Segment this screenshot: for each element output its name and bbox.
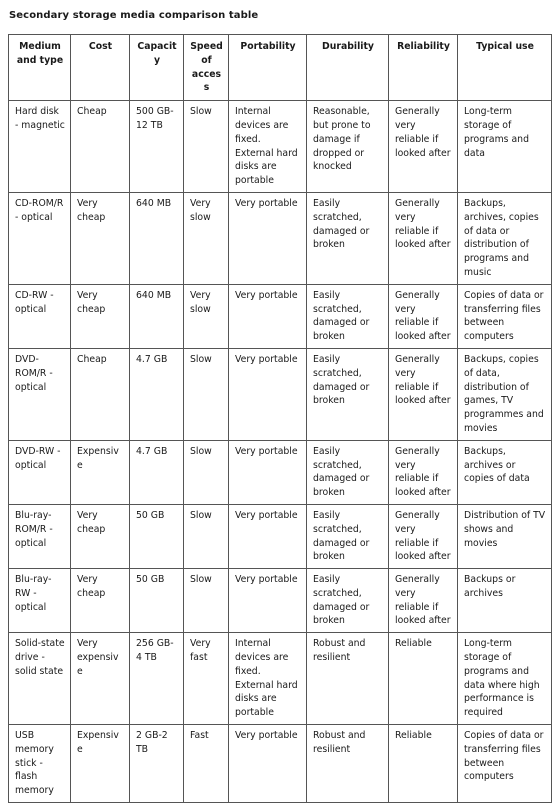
cell-medium: CD-RW - optical [9,284,71,348]
cell-capacity: 500 GB-12 TB [130,101,184,193]
cell-durability: Easily scratched, damaged or broken [307,192,389,284]
cell-durability: Reasonable, but prone to damage if dropped or knocked [307,101,389,193]
cell-cost: Very cheap [71,569,130,633]
cell-reliability: Generally very reliable if looked after [389,440,458,504]
cell-reliability: Reliable [389,725,458,803]
col-header-typical-use: Typical use [458,35,552,101]
cell-capacity: 2 GB-2 TB [130,725,184,803]
cell-portability: Very portable [229,725,307,803]
cell-cost: Cheap [71,101,130,193]
cell-medium: Solid-state drive - solid state [9,633,71,725]
cell-reliability: Generally very reliable if looked after [389,192,458,284]
cell-cost: Cheap [71,348,130,440]
cell-typical-use: Long-term storage of programs and data where high performance is required [458,633,552,725]
cell-durability: Easily scratched, damaged or broken [307,348,389,440]
col-header-capacity: Capacity [130,35,184,101]
cell-portability: Very portable [229,440,307,504]
cell-medium: USB memory stick - flash memory [9,725,71,803]
cell-medium: Blu-ray-ROM/R - optical [9,504,71,568]
cell-medium: Hard disk - magnetic [9,101,71,193]
col-header-medium: Medium and type [9,35,71,101]
cell-speed: Slow [184,440,229,504]
cell-capacity: 50 GB [130,504,184,568]
cell-durability: Easily scratched, damaged or broken [307,284,389,348]
table-row [9,504,552,568]
cell-typical-use: Copies of data or transferring files between computers [458,284,552,348]
cell-durability: Robust and resilient [307,633,389,725]
cell-capacity: 256 GB-4 TB [130,633,184,725]
cell-reliability: Generally very reliable if looked after [389,284,458,348]
table-row [9,101,552,193]
cell-reliability: Generally very reliable if looked after [389,101,458,193]
cell-speed: Slow [184,348,229,440]
cell-cost: Very cheap [71,284,130,348]
cell-reliability: Generally very reliable if looked after [389,504,458,568]
cell-capacity: 4.7 GB [130,348,184,440]
cell-capacity: 50 GB [130,569,184,633]
cell-typical-use: Backups, archives or copies of data [458,440,552,504]
table-row [9,192,552,284]
cell-speed: Slow [184,504,229,568]
cell-medium: CD-ROM/R - optical [9,192,71,284]
cell-speed: Slow [184,569,229,633]
cell-speed: Slow [184,101,229,193]
cell-reliability: Reliable [389,633,458,725]
cell-portability: Very portable [229,284,307,348]
table-row [9,348,552,440]
cell-typical-use: Distribution of TV shows and movies [458,504,552,568]
cell-speed: Very slow [184,284,229,348]
table-row [9,725,552,803]
comparison-table [8,34,552,803]
cell-portability: Very portable [229,569,307,633]
cell-durability: Easily scratched, damaged or broken [307,504,389,568]
cell-typical-use: Backups, archives, copies of data or distribution of programs and music [458,192,552,284]
cell-capacity: 640 MB [130,284,184,348]
cell-portability: Very portable [229,504,307,568]
cell-durability: Easily scratched, damaged or broken [307,569,389,633]
cell-durability: Easily scratched, damaged or broken [307,440,389,504]
cell-medium: DVD-RW - optical [9,440,71,504]
cell-portability: Internal devices are fixed. External hard disks are portable [229,633,307,725]
col-header-speed: Speed of access [184,35,229,101]
cell-cost: Expensive [71,440,130,504]
header-row [9,35,552,101]
table-row [9,440,552,504]
table-row [9,633,552,725]
cell-reliability: Generally very reliable if looked after [389,348,458,440]
cell-cost: Very expensive [71,633,130,725]
cell-capacity: 640 MB [130,192,184,284]
cell-typical-use: Long-term storage of programs and data [458,101,552,193]
cell-cost: Expensive [71,725,130,803]
cell-speed: Very slow [184,192,229,284]
cell-portability: Very portable [229,348,307,440]
col-header-durability: Durability [307,35,389,101]
cell-durability: Robust and resilient [307,725,389,803]
table-row [9,284,552,348]
cell-medium: DVD-ROM/R - optical [9,348,71,440]
cell-reliability: Generally very reliable if looked after [389,569,458,633]
col-header-portability: Portability [229,35,307,101]
cell-cost: Very cheap [71,192,130,284]
cell-speed: Fast [184,725,229,803]
cell-portability: Internal devices are fixed. External hard disks are portable [229,101,307,193]
col-header-cost: Cost [71,35,130,101]
cell-typical-use: Backups or archives [458,569,552,633]
cell-typical-use: Copies of data or transferring files between computers [458,725,552,803]
cell-portability: Very portable [229,192,307,284]
cell-cost: Very cheap [71,504,130,568]
cell-speed: Very fast [184,633,229,725]
table-title: Secondary storage media comparison table [9,10,259,21]
cell-capacity: 4.7 GB [130,440,184,504]
col-header-reliability: Reliability [389,35,458,101]
cell-medium: Blu-ray-RW - optical [9,569,71,633]
cell-typical-use: Backups, copies of data, distribution of games, TV programmes and movies [458,348,552,440]
table-row [9,569,552,633]
